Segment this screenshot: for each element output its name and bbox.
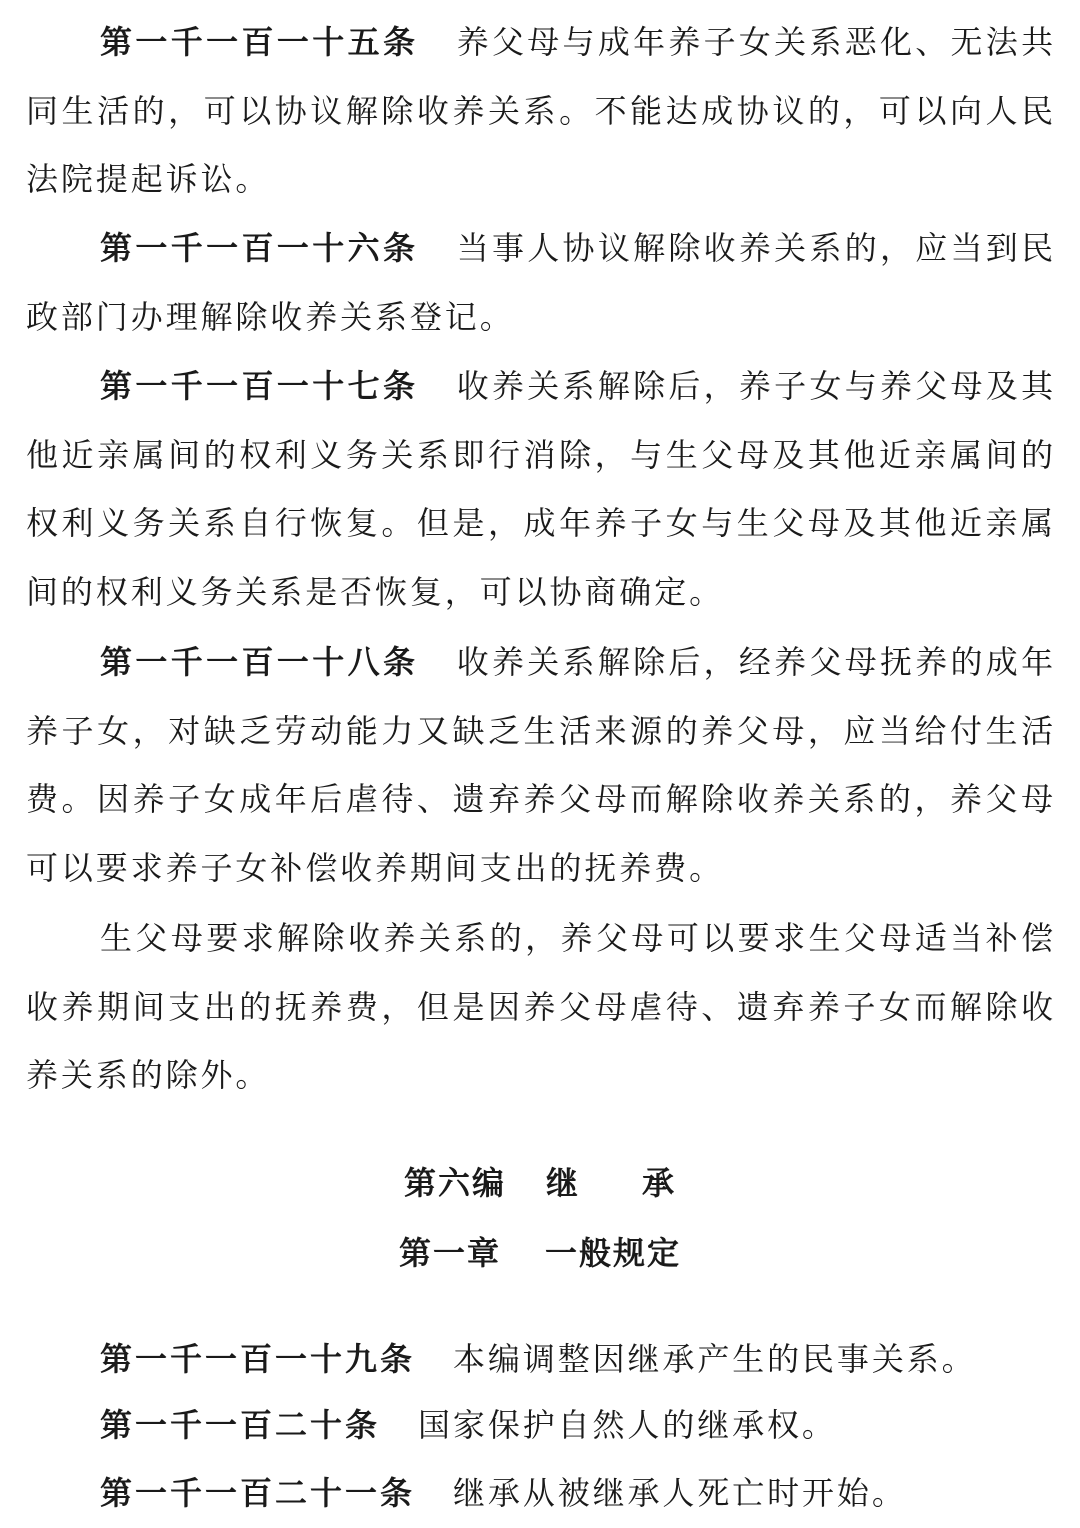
article-number: 第一千一百一十七条 bbox=[100, 367, 419, 405]
part-heading bbox=[0, 1158, 1080, 1204]
article-1116 bbox=[26, 214, 1056, 351]
article-text: 收养关系解除后，养子女与养父母及其他近亲属间的权利义务关系即行消除，与生父母及其他近亲属间的权利义务关系自行恢复。但是，成年养子女与生父母及其他近亲属间的权利义务关系是否恢复，可以协商确定。 bbox=[26, 367, 1056, 611]
article-text: 当事人协议解除收养关系的，应当到民政部门办理解除收养关系登记。 bbox=[26, 229, 1056, 336]
article-text: 国家保护自然人的继承权。 bbox=[418, 1406, 837, 1444]
article-1121 bbox=[100, 1468, 907, 1514]
part-label: 第六编 bbox=[403, 1164, 506, 1202]
article-text: 本编调整因继承产生的民事关系。 bbox=[453, 1340, 977, 1378]
part-title-char-2: 承 bbox=[642, 1164, 677, 1202]
part-title-char-1: 继 bbox=[545, 1164, 580, 1202]
chapter-label: 第一章 bbox=[398, 1234, 501, 1272]
article-1118 bbox=[26, 628, 1056, 902]
article-number: 第一千一百二十条 bbox=[100, 1406, 381, 1444]
article-1119 bbox=[100, 1334, 977, 1380]
article-number: 第一千一百二十一条 bbox=[100, 1474, 416, 1512]
article-number: 第一千一百一十五条 bbox=[100, 23, 419, 61]
article-text: 收养关系解除后，经养父母抚养的成年养子女，对缺乏劳动能力又缺乏生活来源的养父母，应当给付生活费。因养子女成年后虐待、遗弃养父母而解除收养关系的，养父母可以要求养子女补偿收养期间支出的抚养费。 bbox=[26, 643, 1056, 887]
chapter-heading bbox=[0, 1228, 1080, 1274]
article-number: 第一千一百一十八条 bbox=[100, 643, 419, 681]
article-1117 bbox=[26, 352, 1056, 626]
article-1120 bbox=[100, 1400, 837, 1446]
article-text: 养父母与成年养子女关系恶化、无法共同生活的，可以协议解除收养关系。不能达成协议的，可以向人民法院提起诉讼。 bbox=[26, 23, 1056, 198]
article-1118-continuation: 生父母要求解除收养关系的，养父母可以要求生父母适当补偿收养期间支出的抚养费，但是因养父母虐待、遗弃养子女而解除收养关系的除外。 bbox=[26, 919, 1056, 1094]
article-1115 bbox=[26, 8, 1056, 214]
article-number: 第一千一百一十六条 bbox=[100, 229, 419, 267]
article-number: 第一千一百一十九条 bbox=[100, 1340, 416, 1378]
article-text: 继承从被继承人死亡时开始。 bbox=[453, 1474, 907, 1512]
chapter-title: 一般规定 bbox=[545, 1234, 682, 1272]
